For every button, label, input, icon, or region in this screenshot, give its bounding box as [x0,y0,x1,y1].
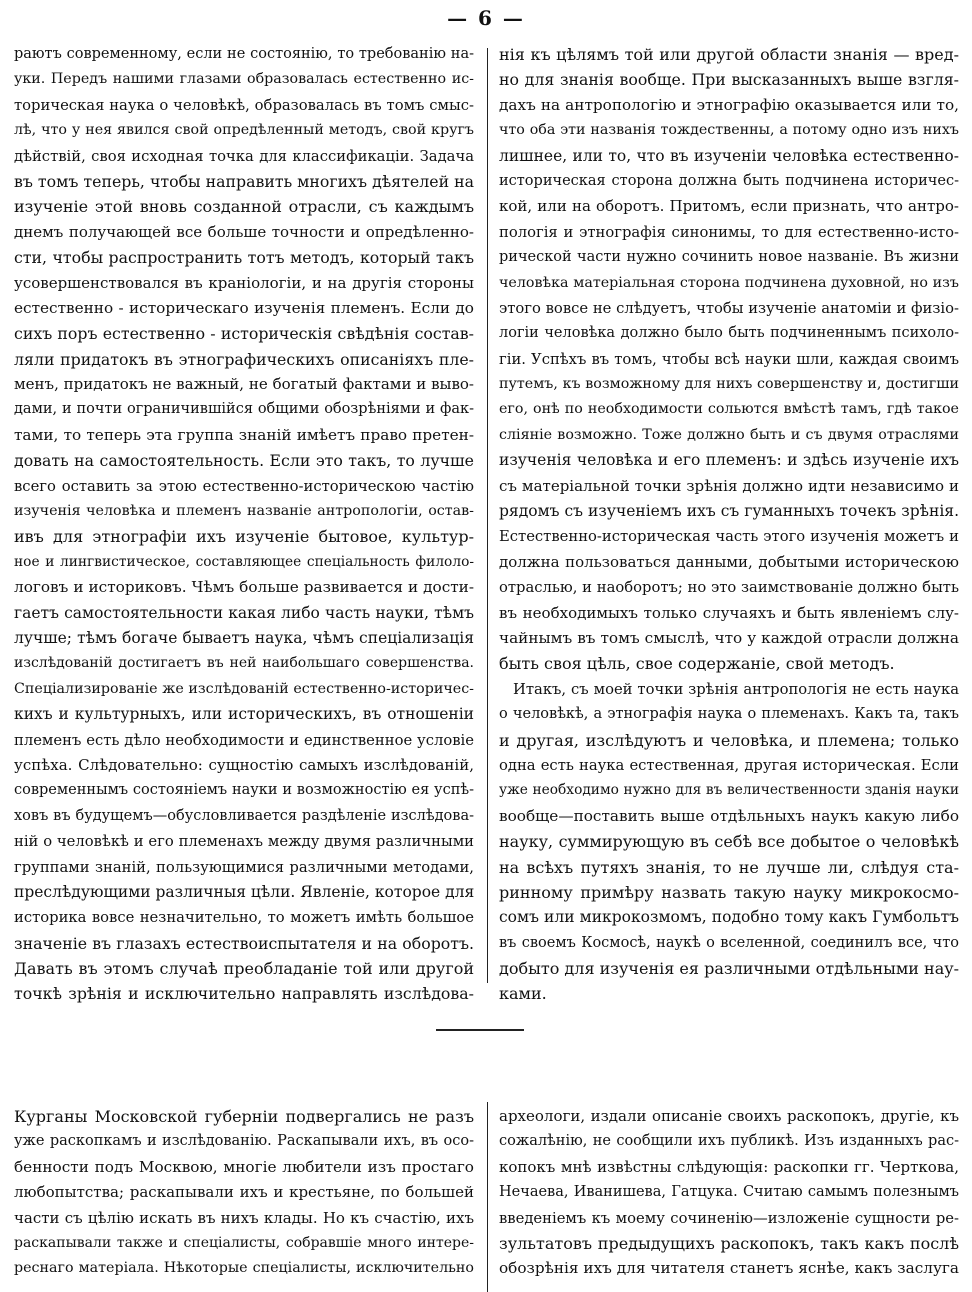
text-line: лишнее, или то, что въ изученіи человѣка естественно- [499,146,959,165]
text-line: уже раскопкамъ и изслѣдованію. Раскапывали ихъ, въ осо- [14,1133,474,1150]
text-line: археологи, издали описаніе своихъ раскопокъ, другіе, къ [499,1107,959,1125]
text-line: логовъ и историковъ. Чѣмъ больше развивается и дости- [14,578,474,597]
text-line: сти, чтобы распространить тотъ методъ, который такъ [14,248,474,268]
text-line: на всѣхъ путяхъ знанія, то не лучше ли, слѣдуя ста- [499,857,959,877]
text-line: историка вовсе незначительно, то можетъ имѣть большое [14,909,474,927]
upper-left-column [14,42,474,1007]
page-number: — 6 — [447,6,525,30]
text-line: бенности подъ Москвою, многіе любители изъ простаго [14,1157,474,1176]
text-line: о человѣкѣ, а этнографія наука о племенахъ. Какъ та, такъ [499,706,959,723]
text-line: въ томъ теперь, чтобы направить многихъ дѣятелей на [14,171,474,191]
text-line: этого вовсе не слѣдуетъ, чтобы изученіе анатоміи и физіо- [499,299,959,317]
text-line: точкѣ зрѣнія и исключительно направлять изслѣдова- [14,984,474,1004]
text-line: въ своемъ Космосѣ, наукѣ о вселенной, соединилъ все, что [499,934,959,951]
text-line: введеніемъ къ моему сочиненію—изложеніе сущности ре- [499,1209,959,1227]
text-line: уки. Передъ нашими глазами образовалась естественно ис- [14,71,474,88]
text-line: ками. [499,984,547,1004]
text-line: гаетъ самостоятельности какая либо часть науки, тѣмъ [14,603,474,622]
text-line: ховъ въ будущемъ—обусловливается раздѣленіе изслѣдова- [14,807,474,824]
text-line: добыто для изученія ея различными отдѣльными нау- [499,959,959,979]
text-line: усовершенствовался въ краніологіи, и на другія стороны [14,273,474,292]
text-line: естественно - историческаго изученія племенъ. Если до [14,298,474,317]
text-line: изученія человѣка и его племенъ: и здѣсь изученіе ихъ [499,451,959,470]
text-line: лучше; тѣмъ богаче бываетъ наука, чѣмъ спеціализація [14,628,474,647]
text-line: логіи человѣка должно было быть подчиненнымъ психоло- [499,325,959,342]
text-line: дами, и почти ограничившійся общими обозрѣніями и фак- [14,401,474,418]
text-line: копокъ мнѣ извѣстны слѣдующія: раскопки гг. Черткова, [499,1157,959,1176]
text-line: путемъ, къ возможному для нихъ совершенству и, достигши [499,376,959,393]
text-line: ній о человѣкѣ и его племенахъ между двумя различными [14,833,474,851]
text-line: изслѣдованій достигаетъ въ ней наибольшаго совершенства. [14,655,474,672]
text-line: раютъ современному, если не состоянію, то требованію на- [14,46,474,62]
text-line: зультатовъ предыдущихъ раскопокъ, такъ какъ послѣ [499,1233,959,1253]
text-line: любопытства; раскапывали ихъ и крестьяне, по большей [14,1183,474,1202]
text-line: дѣйствій, своя исходная точка для классификаціи. Задача [14,147,474,165]
text-line: современнымъ состояніемъ науки и возможностію ея успѣ- [14,782,474,799]
text-line: чайнымъ въ томъ смыслѣ, что у каждой отрасли должна [499,628,959,647]
text-line: реснаго матеріала. Нѣкоторые спеціалисты, исключительно [14,1260,474,1277]
text-line: менъ, придатокъ не важный, не богатый фактами и выво- [14,375,474,394]
text-line: сихъ поръ естественно - историческія свѣдѣнія состав- [14,324,474,344]
text-line: изученія человѣка и племенъ названіе антропологіи, остав- [14,503,474,520]
upper-right-column [499,42,959,1007]
text-line: рядомъ съ изученіемъ ихъ съ гуманныхъ точекъ зрѣнія. [499,502,959,521]
text-line: преслѣдующими различныя цѣли. Явленіе, которое для [14,882,474,901]
text-line: успѣха. Слѣдовательно: сущностію самыхъ изслѣдованій, [14,755,474,774]
text-line: дахъ на антропологію и этнографію оказывается или то, [499,95,959,114]
text-line: кой, или на оборотъ. Притомъ, если признать, что антро- [499,197,959,216]
text-line: Спеціализированіе же изслѣдованій естественно-историчес- [14,680,474,697]
text-line: кихъ и культурныхъ, или историческихъ, въ отношеніи [14,705,474,724]
text-line: ное и лингвистическое, составляющее спеціальность филоло- [14,553,474,570]
text-line: быть своя цѣль, свое содержаніе, свой методъ. [499,654,895,674]
text-line: его, онѣ по необходимости сольются вмѣстѣ тамъ, гдѣ такое [499,401,959,418]
text-line: изученіе этой вновь созданной отрасли, съ каждымъ [14,197,474,217]
text-line: нія къ цѣлямъ той или другой области знанія — вред- [499,45,959,64]
text-line: рической части нужно сочинить новое названіе. Въ жизни [499,249,959,266]
text-line: группами знаній, пользующимися различными методами, [14,858,474,876]
text-line: довать на самостоятельность. Если это такъ, то лучше [14,451,474,471]
text-line: днемъ получающей все больше точности и опредѣленно- [14,222,474,241]
text-line: Курганы Московской губерніи подвергались не разъ [14,1107,474,1126]
text-line: всего оставить за этою естественно-историческою частію [14,477,474,495]
text-line: въ необходимыхъ только случаяхъ и быть явленіемъ слу- [499,603,959,622]
text-line: лѣ, что у нея явился свой опредѣленный методъ, свой кругъ [14,122,474,139]
text-line: пологія и этнографія синонимы, то для естественно-исто- [499,223,959,241]
text-line: съ матеріальной точки зрѣнія должно идти независимо и [499,476,959,495]
text-line: торическая наука о человѣкѣ, образовалась въ томъ смыс- [14,96,474,114]
text-line: Естественно-историческая часть этого изученія можетъ и [499,528,959,546]
lower-right-column [499,1104,959,1282]
text-line: ляли придатокъ въ этнографическихъ описаніяхъ пле- [14,349,474,369]
text-line: вообще—поставить выше отдѣльныхъ наукъ какую либо [499,806,959,825]
lower-column-divider [487,1102,488,1292]
text-line: тами, то теперь эта группа знаній имѣетъ право претен- [14,425,474,444]
text-line: Давать въ этомъ случаѣ преобладаніе той или другой [14,959,474,979]
text-line: что оба эти названія тождественны, а потому одно изъ нихъ [499,122,959,139]
text-line: значеніе въ глазахъ естествоиспытателя и на оборотъ. [14,933,474,953]
text-line: науку, суммирующую въ себѣ все добытое о человѣкѣ [499,832,959,852]
text-line: ринному примѣру назвать такую науку микрокосмо- [499,882,959,902]
text-line: но для знанія вообще. При высказанныхъ выше взгля- [499,70,959,90]
text-line: уже необходимо нужно для въ величественности зданія науки [499,782,959,799]
lower-left-column [14,1104,474,1282]
text-line: отраслью, и наоборотъ; но это заимствованіе должно быть [499,579,959,597]
text-line: должна пользоваться данными, добытыми историческою [499,552,959,571]
text-line: Нечаева, Иванишева, Гатцука. Считаю самымъ полезнымъ [499,1184,959,1201]
text-line: раскапывали также и спеціалисты, собравшіе много интере- [14,1234,474,1251]
section-separator-rule [436,1029,524,1031]
text-line: обозрѣнія ихъ для читателя станетъ яснѣе, какъ заслуга [499,1259,959,1278]
text-line: ивъ для этнографіи ихъ изученіе бытовое, культур- [14,527,474,547]
upper-column-divider [487,48,488,983]
text-line: сліяніе возможно. Тоже должно быть и съ двумя отраслями [499,426,959,443]
text-line: сомъ или микрокозмомъ, подобно тому какъ Гумбольтъ [499,908,959,927]
text-line: гіи. Успѣхъ въ томъ, чтобы всѣ науки шли, каждая своимъ [499,350,959,368]
text-line: одна есть наука естественная, другая историческая. Если [499,756,959,774]
text-line: человѣка матеріальная сторона подчинена духовной, но изъ [499,274,959,291]
text-line: племенъ есть дѣло необходимости и единственное условіе [14,731,474,749]
text-line: части съ цѣлію искать въ нихъ клады. Но къ счастію, ихъ [14,1208,474,1227]
text-line: историческая сторона должна быть подчинена историчес- [499,172,959,189]
text-line: и другая, изслѣдуютъ и человѣка, и племена; только [499,730,959,750]
text-line: сожалѣнію, не сообщили ихъ публикѣ. Изъ изданныхъ рас- [499,1133,959,1150]
text-line: Итакъ, съ моей точки зрѣнія антропологія не есть наука [513,680,959,698]
